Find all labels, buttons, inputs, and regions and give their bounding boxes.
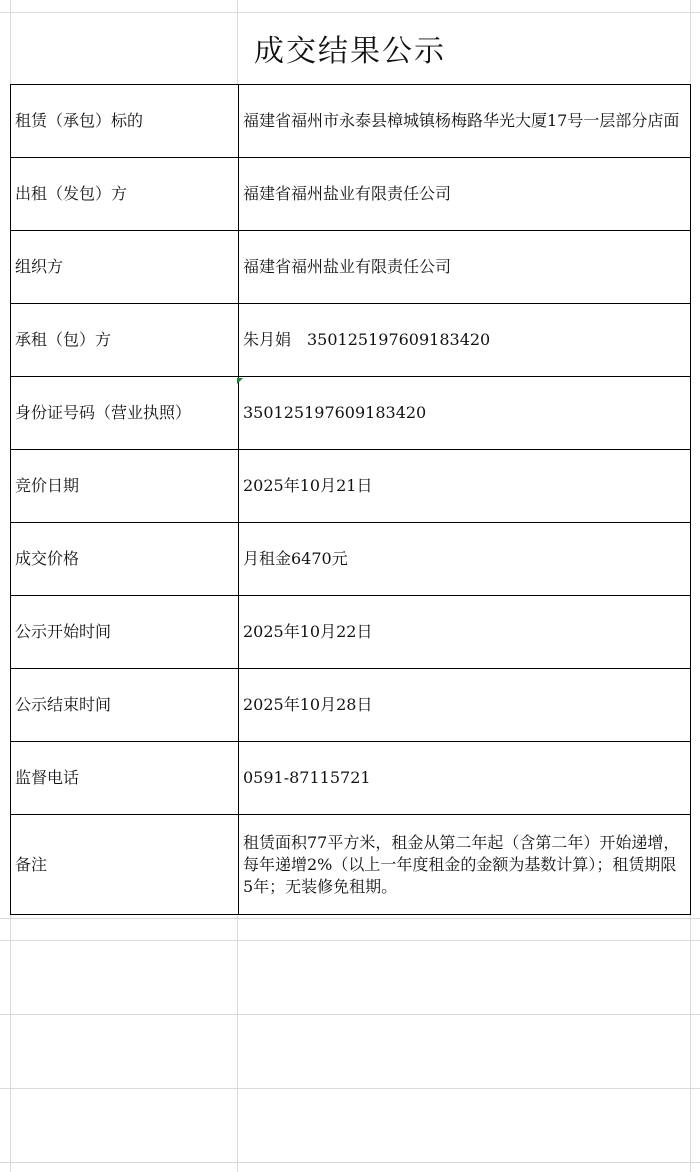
row-value[interactable]: 福建省福州盐业有限责任公司 — [239, 231, 691, 304]
gridline — [0, 940, 700, 941]
table-row — [11, 815, 691, 915]
row-value[interactable]: 350125197609183420 — [239, 377, 691, 450]
table-row — [11, 523, 691, 596]
row-value[interactable]: 福建省福州市永泰县樟城镇杨梅路华光大厦17号一层部分店面 — [239, 85, 691, 158]
table-row — [11, 742, 691, 815]
row-label: 备注 — [11, 815, 239, 915]
row-label: 组织方 — [11, 231, 239, 304]
row-value[interactable]: 2025年10月21日 — [239, 450, 691, 523]
row-value[interactable]: 朱月娟 350125197609183420 — [239, 304, 691, 377]
table-row — [11, 158, 691, 231]
table-row — [11, 450, 691, 523]
row-value[interactable]: 2025年10月22日 — [239, 596, 691, 669]
row-value[interactable]: 福建省福州盐业有限责任公司 — [239, 158, 691, 231]
table-row — [11, 304, 691, 377]
row-label: 公示开始时间 — [11, 596, 239, 669]
gridline — [0, 1162, 700, 1163]
row-label: 承租（包）方 — [11, 304, 239, 377]
gridline — [0, 918, 700, 919]
table-row — [11, 669, 691, 742]
row-value[interactable]: 2025年10月28日 — [239, 669, 691, 742]
table-row — [11, 231, 691, 304]
row-value[interactable]: 0591-87115721 — [239, 742, 691, 815]
row-label: 公示结束时间 — [11, 669, 239, 742]
row-label: 监督电话 — [11, 742, 239, 815]
gridline — [0, 1014, 700, 1015]
row-value[interactable]: 月租金6470元 — [239, 523, 691, 596]
announcement-table — [10, 84, 691, 915]
row-value[interactable]: 租赁面积77平方米，租金从第二年起（含第二年）开始递增，每年递增2%（以上一年度租金的金额为基数计算）；租赁期限5年；无装修免租期。 — [239, 815, 691, 915]
row-label: 竞价日期 — [11, 450, 239, 523]
table-row — [11, 377, 691, 450]
row-label: 身份证号码（营业执照） — [11, 377, 239, 450]
row-label: 成交价格 — [11, 523, 239, 596]
cell-comment-marker — [237, 378, 243, 384]
row-label: 出租（发包）方 — [11, 158, 239, 231]
row-label: 租赁（承包）标的 — [11, 85, 239, 158]
table-row — [11, 596, 691, 669]
table-row — [11, 85, 691, 158]
page-title: 成交结果公示 — [254, 34, 446, 69]
gridline — [0, 1088, 700, 1089]
